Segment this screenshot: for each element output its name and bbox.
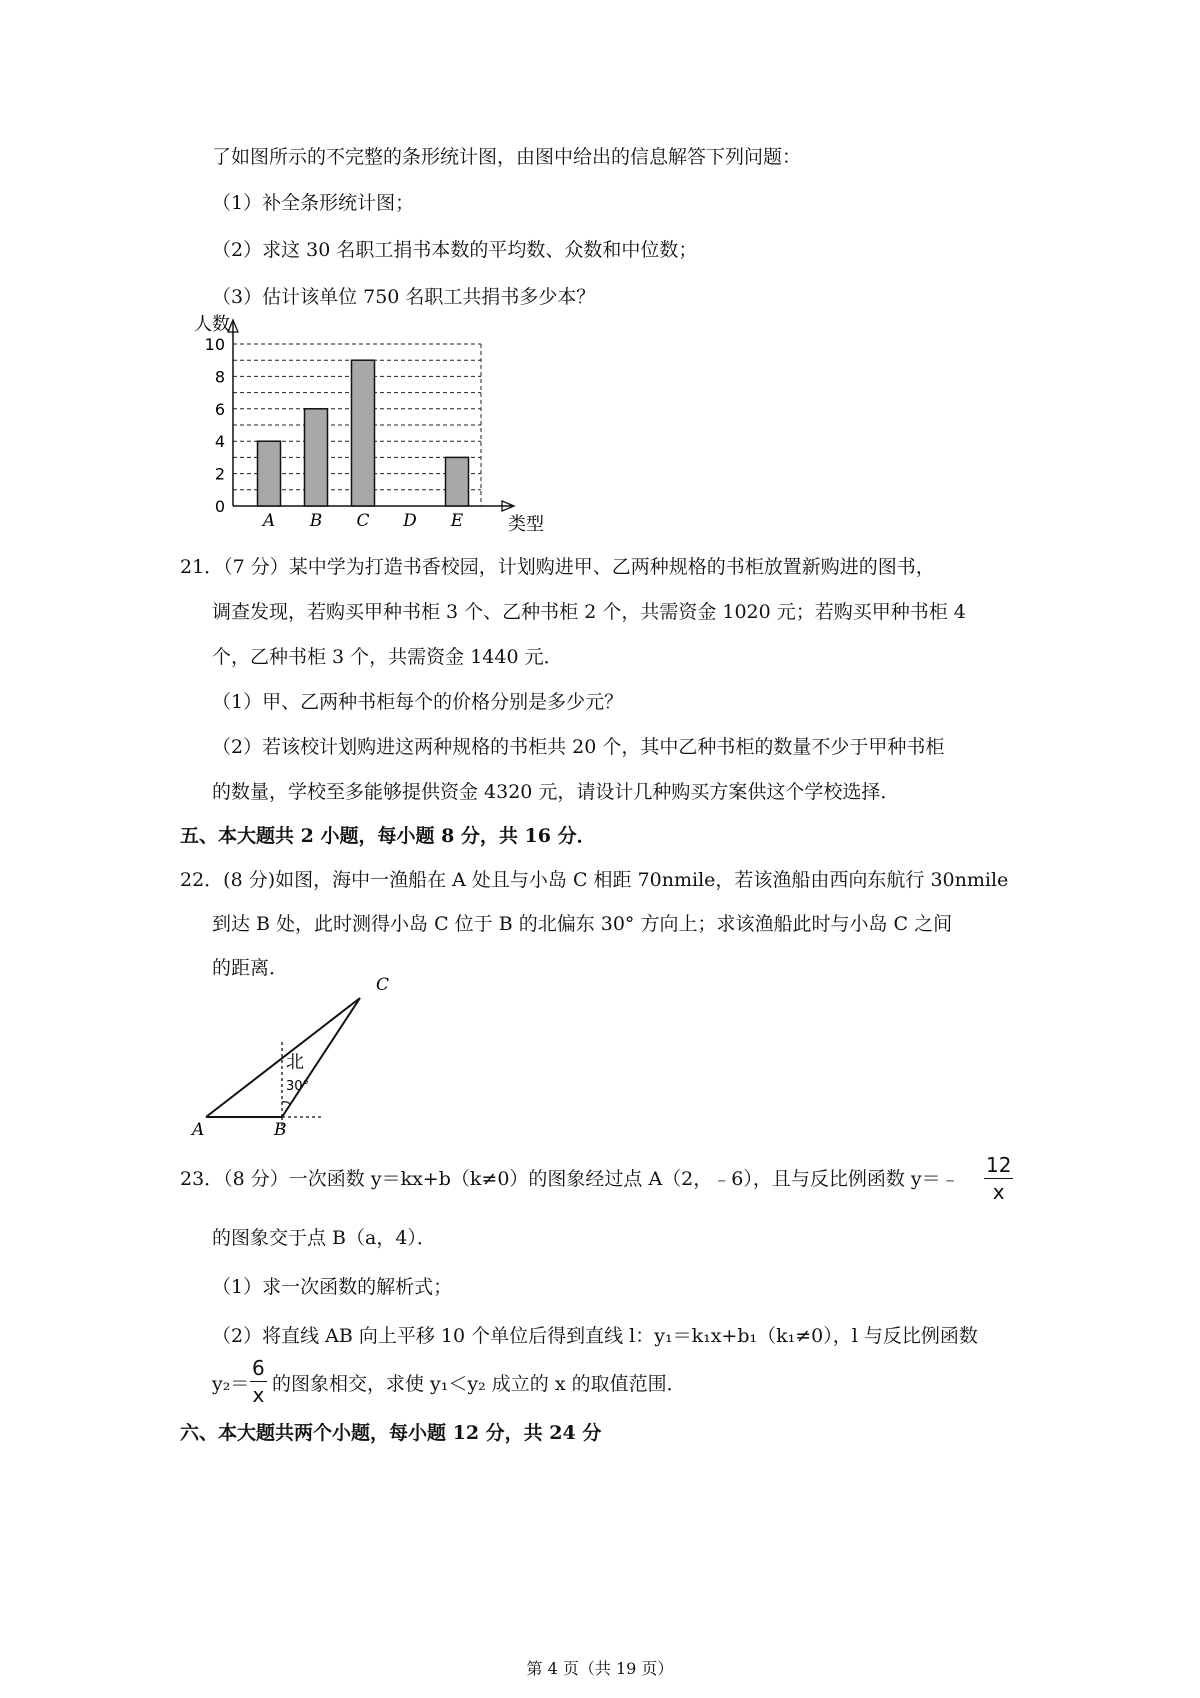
question-21-part: （2）若该校计划购进这两种规格的书柜共 20 个，其中乙种书柜的数量不少于甲种书柜 xyxy=(212,736,945,758)
y-tick-label: 0 xyxy=(214,497,225,516)
x-tick-label: A xyxy=(262,511,276,531)
fraction-denominator: x xyxy=(252,1383,265,1407)
bar-c xyxy=(352,360,375,506)
label-a: A xyxy=(192,1120,205,1140)
x-tick-label: C xyxy=(356,511,370,531)
question-23-part-post: 的图象相交，求使 y₁＜y₂ 成立的 x 的取值范围． xyxy=(272,1373,686,1395)
x-tick-label: B xyxy=(309,511,323,531)
question-21-part: （1）甲、乙两种书柜每个的价格分别是多少元？ xyxy=(212,691,624,713)
label-b: B xyxy=(274,1120,287,1140)
fraction-6-over-x xyxy=(250,1356,267,1407)
fraction-12-over-x xyxy=(984,1153,1013,1204)
fraction-denominator: x xyxy=(992,1180,1005,1204)
question-21-line: 21．（7 分）某中学为打造书香校园，计划购进甲、乙两种规格的书柜放置新购进的图书， xyxy=(180,556,935,578)
y-tick-label: 4 xyxy=(214,432,225,452)
x-axis-label: 类型 xyxy=(508,514,544,535)
x-tick-label: D xyxy=(403,511,417,531)
question-22-line: 到达 B 处，此时测得小岛 C 位于 B 的北偏东 30° 方向上；求该渔船此时与小岛 C 之间 xyxy=(212,913,953,935)
question-21-part: 的数量，学校至多能够提供资金 4320 元，请设计几种购买方案供这个学校选择． xyxy=(212,781,900,803)
page-footer: 第 4 页（共 19 页） xyxy=(526,1659,674,1678)
section-heading: 五、本大题共 2 小题，每小题 8 分，共 16 分． xyxy=(180,825,596,847)
fraction-numerator: 12 xyxy=(986,1153,1012,1177)
fraction-numerator: 6 xyxy=(252,1356,265,1380)
bar-a xyxy=(258,441,281,506)
question-item: （3）估计该单位 750 名职工共捐书多少本？ xyxy=(212,286,596,308)
question-22-line: 22．(8 分)如图，海中一渔船在 A 处且与小岛 C 相距 70nmile，若该渔船由西向东航行 30nmile xyxy=(180,869,1009,891)
fraction-bar xyxy=(250,1381,267,1382)
label-c: C xyxy=(376,975,390,995)
question-23-part-pre: y₂＝ xyxy=(212,1373,250,1395)
question-21-line: 调查发现，若购买甲种书柜 3 个、乙种书柜 2 个，共需资金 1020 元；若购买甲种书柜 4 xyxy=(212,601,966,623)
question-23-line: 23．（8 分）一次函数 y＝kx+b（k≠0）的图象经过点 A（2，﹣6），且与反比例函数 y＝﹣ xyxy=(180,1168,960,1190)
triangle-diagram xyxy=(180,970,430,1140)
y-tick-label: 8 xyxy=(214,367,225,387)
label-angle: 30° xyxy=(286,1079,310,1094)
question-23-part: （1）求一次函数的解析式； xyxy=(212,1276,453,1298)
bar-b xyxy=(305,409,328,506)
y-tick-label: 2 xyxy=(214,464,225,484)
question-23-part: （2）将直线 AB 向上平移 10 个单位后得到直线 l：y₁＝k₁x+b₁（k₁≠0），l 与反比例函数 xyxy=(212,1325,978,1347)
y-tick-label: 6 xyxy=(214,399,225,419)
question-21-line: 个，乙种书柜 3 个，共需资金 1440 元． xyxy=(212,646,563,668)
intro-text: 了如图所示的不完整的条形统计图，由图中给出的信息解答下列问题： xyxy=(212,146,802,168)
y-tick-label: 10 xyxy=(204,335,225,354)
bar-e xyxy=(446,457,469,506)
label-north: 北 xyxy=(286,1052,304,1073)
fraction-bar xyxy=(984,1178,1013,1179)
x-tick-label: E xyxy=(450,511,464,531)
section-heading: 六、本大题共两个小题，每小题 12 分，共 24 分 xyxy=(180,1422,602,1444)
bar-chart xyxy=(180,310,570,540)
question-22-line: 的距离． xyxy=(212,957,289,979)
question-item: （2）求这 30 名职工捐书本数的平均数、众数和中位数； xyxy=(212,239,698,261)
question-23-line: 的图象交于点 B（a，4）． xyxy=(212,1227,436,1249)
question-item: （1）补全条形统计图； xyxy=(212,192,415,214)
y-axis-label: 人数 xyxy=(194,314,230,335)
